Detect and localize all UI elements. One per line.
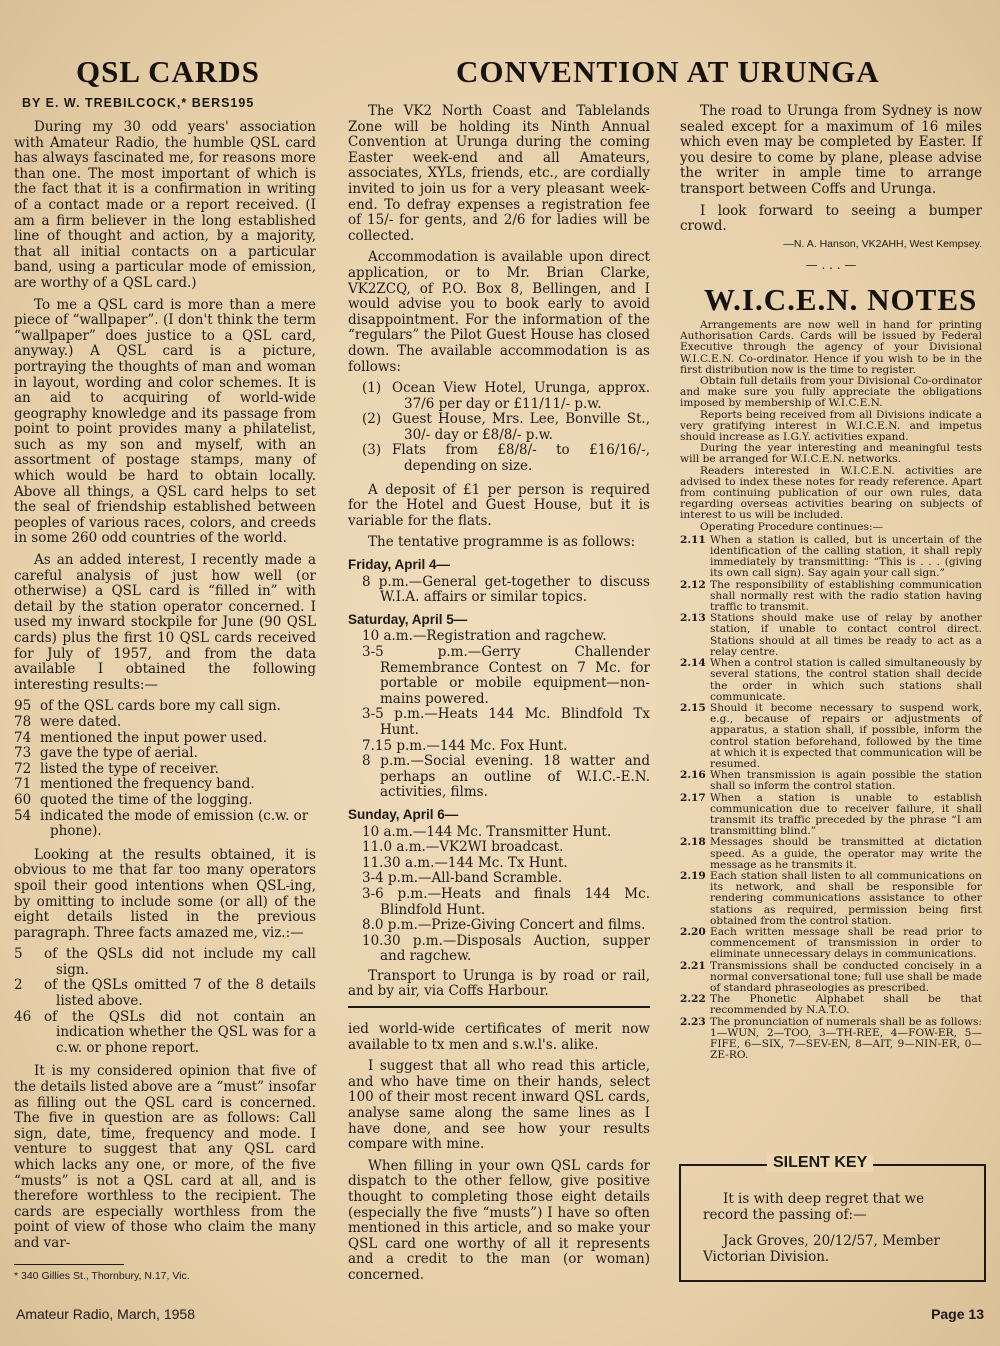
- operating-procedure-list: [680, 535, 982, 1062]
- qsl-paragraph: ied world-wide certificates of merit now available to tx men and s.w.l's. alike.: [348, 1021, 650, 1053]
- convention-paragraph: The VK2 North Coast and Tablelands Zone will be holding its Ninth Annual Convention at Urunga during the coming Easter week-end and all Amateurs, associates, XYLs, friends, etc., are cordially invited to join us for a very pleasant week-end. To defray expenses a registration fee of 15/- for gents, and 2/6 for ladies will be collected.: [348, 103, 650, 244]
- results-list: [14, 699, 316, 839]
- wicen-paragraph: Operating Procedure continues:—: [700, 520, 884, 533]
- schedule-item: 7.15 p.m.—144 Mc. Fox Hunt.: [362, 737, 568, 754]
- procedure-item: 2.18 Messages should be transmitted at dictation speed. As a guide, the operator may write the message as he transmits it.: [680, 836, 982, 871]
- procedure-item: 2.13 Stations should make use of relay by another station, if unable to contact control direct. Stations should at all times be ready to act as a relay centre.: [680, 612, 982, 658]
- qsl-byline: BY E. W. TREBILCOCK,* BERS195: [22, 96, 255, 110]
- wicen-title: W.I.C.E.N. NOTES: [704, 282, 978, 317]
- convention-title: CONVENTION AT URUNGA: [456, 54, 880, 89]
- procedure-item: 2.15 Should it become necessary to suspend work, e.g., because of repairs or adjustments of apparatus, a station shall, if possible, inform the control station beforehand, followed by the time at which it is expected that communication will be resumed.: [680, 701, 982, 770]
- list-item: (1) Ocean View Hotel, Urunga, approx. 37/6 per day or £11/11/- p.w.: [362, 380, 650, 412]
- procedure-item: 2.14 When a control station is called simultaneously by several stations, the control station shall decide the order in which such stations shall communicate.: [680, 657, 982, 703]
- list-item: 74 mentioned the input power used.: [14, 729, 268, 746]
- list-item: 54 indicated the mode of emission (c.w. or phone).: [14, 807, 309, 840]
- list-item: 71 mentioned the frequency band.: [14, 776, 255, 793]
- silent-key-box: [679, 1154, 986, 1282]
- procedure-item: 2.23 The pronunciation of numerals shall be as follows: 1—WUN, 2—TOO, 3—TH-REE, 4—FOW-ER, 5—FIFE, 6—SIX, 7—SEV-EN, 8—AIT, 9—NIN-ER, 0—ZE-RO.: [680, 1015, 982, 1062]
- schedule-item: 11.0 a.m.—VK2WI broadcast.: [362, 839, 564, 856]
- qsl-paragraph: I suggest that all who read this article, and who have time on their hands, select 100 of their most recent inward QSL cards, analyse same along the same lines as I have done, and see how your results compare with mine.: [348, 1058, 650, 1153]
- procedure-item: 2.12 The responsibility of establishing communication shall normally rest with the radio station having traffic to transmit.: [680, 578, 982, 614]
- schedule-item: 3-5 p.m.—Gerry Challender Remembrance Contest on 7 Mc. for portable or mobile equipment—non-mains powered.: [362, 644, 650, 707]
- procedure-item: 2.20 Each written message shall be read prior to commencement of transmission in order to eliminate unnecessary delays in communications.: [680, 925, 982, 961]
- list-item: 78 were dated.: [14, 713, 122, 730]
- qsl-paragraph: During my 30 odd years' association with Amateur Radio, the humble QSL card has always fascinated me, for reasons more than one. The most important of which is the fact that it is a confirmation in writing of a contact made or a report received. (I am a firm believer in the long established line of thought and action, by a majority, that all initial contacts on a particular band, using a particular mode of emission, are worthy of a QSL card.): [14, 119, 316, 291]
- separator: — . . . —: [805, 258, 857, 273]
- qsl-paragraph: As an added interest, I recently made a careful analysis of just how well (or otherwise) a QSL card is “filled in” with detail by the station operator concerned. I used my inward stockpile for June (90 QSL cards) plus the first 10 QSL cards received for July of 1957, and from the data available I obtained the following interesting results:—: [14, 552, 316, 693]
- list-item: 5 of the QSLs did not include my call sign.: [14, 946, 316, 978]
- footnote: * 340 Gillies St., Thornbury, N.17, Vic.: [14, 1270, 190, 1282]
- wicen-paragraph: Obtain full details from your Divisional Co-ordinator and make sure you fully appreciate the obligations imposed by membership of W.I.C.E.N.: [680, 375, 982, 410]
- qsl-paragraph: When filling in your own QSL cards for dispatch to the other fellow, give positive thought to completing those eight details (especially the five “musts”) I have so often mentioned in this article, and so make your QSL card one worthy of all it represents and a credit to the man (or woman) concerned.: [348, 1157, 650, 1283]
- procedure-item: 2.19 Each station shall listen to all communications on its network, and shall be responsible for rendering communications assistance to other stations as required, permission being first obtained from the control station.: [680, 869, 982, 927]
- schedule-day-heading: Sunday, April 6—: [348, 806, 459, 822]
- qsl-paragraph: Looking at the results obtained, it is obvious to me that far too many operators spoil their good intentions when QSL-ing, by omitting to include some (or all) of the eight details listed in the previous paragraph. Three facts amazed me, viz.:—: [14, 846, 316, 941]
- list-item: (2) Guest House, Mrs. Lee, Bonville St., 30/- day or £8/8/- p.w.: [362, 411, 650, 443]
- list-item: 95 of the QSL cards bore my call sign.: [14, 698, 281, 715]
- silent-key-text: It is with deep regret that we record the passing of:—: [703, 1191, 925, 1223]
- list-item: 73 gave the type of aerial.: [14, 745, 198, 762]
- schedule-item: 3-5 p.m.—Heats 144 Mc. Blindfold Tx Hunt.: [362, 706, 650, 738]
- qsl-title: QSL CARDS: [76, 54, 260, 89]
- silent-key-title: SILENT KEY: [767, 1154, 873, 1172]
- page-number: Page 13: [931, 1306, 984, 1322]
- procedure-item: 2.21 Transmissions shall be conducted concisely in a normal conversational tone; full use shall be made of standard phraseologies as prescribed.: [680, 959, 982, 994]
- schedule-item: 8 p.m.—Social evening. 18 watter and perhaps an outline of W.I.C.-E.N. activities, films.: [362, 753, 650, 801]
- footer-publication: Amateur Radio, March, 1958: [16, 1306, 195, 1322]
- convention-paragraph: Accommodation is available upon direct application, or to Mr. Brian Clarke, VK2ZCQ, of P.O. Box 8, Bellingen, and I would advise you to book early to avoid disappointment. For the information of the “regulars” the Pilot Guest House has closed down. The available accommodation is as follows:: [348, 249, 650, 375]
- procedure-item: 2.17 When a station is unable to establish communication due to receiver failure, it shall transmit its traffic preceded by the phrase “I am transmitting blind.”: [680, 791, 982, 838]
- qsl-article: [14, 54, 316, 1258]
- schedule-day-heading: Saturday, April 5—: [348, 611, 468, 627]
- wicen-paragraph: Arrangements are now well in hand for printing Authorisation Cards. Cards will be issued by Federal Executive through the agency of your Divisional W.I.C.E.N. Co-ordinator. Hence if you wish to be in the first distribution now is the time to register.: [680, 319, 982, 376]
- schedule-item: 10.30 p.m.—Disposals Auction, supper and ragchew.: [362, 932, 650, 965]
- amazed-list: [14, 947, 316, 1056]
- schedule-item: 8 p.m.—General get-together to discuss W.I.A. affairs or similar topics.: [362, 573, 650, 606]
- schedule-day-heading: Friday, April 4—: [348, 557, 451, 573]
- qsl-paragraph: It is my considered opinion that five of the details listed above are a “must” insofar as filling out the QSL card is concerned. The five in question are as follows: Call sign, date, time, frequency and mode. I venture to suggest that any QSL card which lacks any one, or more, of the five “musts” is not a QSL card at all, and is therefore worthless to the recipient. The cards are especially worthless from the point of view of those who claim the many and var-: [14, 1063, 316, 1251]
- wicen-paragraph: Reports being received from all Divisions indicate a very gratifying interest in W.I.C.E.N. and impetus should increase as I.G.Y. activities expand.: [680, 408, 982, 444]
- schedule-item: 8.0 p.m.—Prize-Giving Concert and films.: [362, 917, 646, 934]
- procedure-item: 2.16 When transmission is again possible the station shall so inform the control station.: [680, 769, 982, 793]
- silent-key-name: Jack Groves, 20/12/57, Member Victorian Division.: [703, 1233, 940, 1265]
- schedule-item: 3-4 p.m.—All-band Scramble.: [362, 870, 563, 887]
- programme-schedule: [348, 557, 650, 965]
- wicen-paragraph: During the year interesting and meaningful tests will be arranged for W.I.C.E.N. networks.: [680, 442, 982, 466]
- accommodation-list: [362, 381, 650, 475]
- wicen-notes: [680, 320, 982, 1069]
- convention-paragraph: Transport to Urunga is by road or rail, and by air, via Coffs Harbour.: [348, 967, 650, 1000]
- convention-continued: [680, 104, 982, 274]
- list-item: 72 listed the type of receiver.: [14, 760, 219, 777]
- schedule-item: 11.30 a.m.—144 Mc. Tx Hunt.: [362, 854, 568, 871]
- section-divider: [348, 1006, 650, 1008]
- qsl-continuation: [348, 1022, 650, 1290]
- schedule-item: 10 a.m.—144 Mc. Transmitter Hunt.: [362, 823, 612, 840]
- footnote-divider: [14, 1264, 124, 1265]
- convention-paragraph: The road to Urunga from Sydney is now sealed except for a maximum of 16 miles which even may be completed by Easter. If you desire to come by plane, please advise the writer in ample time to arrange transport between Coffs and Urunga.: [680, 103, 982, 197]
- signature: —N. A. Hanson, VK2AHH, West Kempsey.: [783, 237, 982, 250]
- convention-article: [348, 104, 650, 1006]
- list-item: 46 of the QSLs did not contain an indication whether the QSL was for a c.w. or phone report.: [14, 1008, 316, 1056]
- list-item: (3) Flats from £8/8/- to £16/16/-, depending on size.: [362, 442, 650, 475]
- list-item: 2 of the QSLs omitted 7 of the 8 details listed above.: [14, 977, 316, 1010]
- schedule-item: 3-6 p.m.—Heats and finals 144 Mc. Blindfold Hunt.: [362, 885, 650, 918]
- procedure-item: 2.11 When a station is called, but is uncertain of the identification of the calling station, it shall reply immediately by transmitting: “This is . . . (giving its own call sign). Say again your call sign.”: [680, 533, 982, 580]
- procedure-item: 2.22 The Phonetic Alphabet shall be that recommended by N.A.T.O.: [680, 993, 982, 1017]
- convention-paragraph: I look forward to seeing a bumper crowd.: [680, 202, 982, 235]
- list-item: 60 quoted the time of the logging.: [14, 791, 253, 808]
- qsl-paragraph: To me a QSL card is more than a mere piece of “wallpaper”. (I don't think the term “wallpaper” does justice to a QSL card, anyway.) A QSL card is a picture, portraying the thoughts of man and woman in layout, wording and color schemes. It is an aid to acquiring of world-wide geography knowledge and its passage from point to point provides many a philatelist, such as my son and myself, with an assortment of postage stamps, many of which would be hard to obtain locally. Above all things, a QSL card helps to set the seal of friendship established between peoples of various races, colors, and creeds in some 260 odd countries of the world.: [14, 296, 316, 547]
- schedule-item: 10 a.m.—Registration and ragchew.: [362, 628, 607, 645]
- convention-paragraph: A deposit of £1 per person is required for the Hotel and Guest House, but it is variable for the flats.: [348, 481, 650, 529]
- convention-paragraph: The tentative programme is as follows:: [368, 534, 636, 551]
- wicen-paragraph: Readers interested in W.I.C.E.N. activities are advised to index these notes for ready reference. Apart from continuing publication of our own rules, data regarding overseas activities bearing on subjects of interest to us will be included.: [680, 464, 982, 522]
